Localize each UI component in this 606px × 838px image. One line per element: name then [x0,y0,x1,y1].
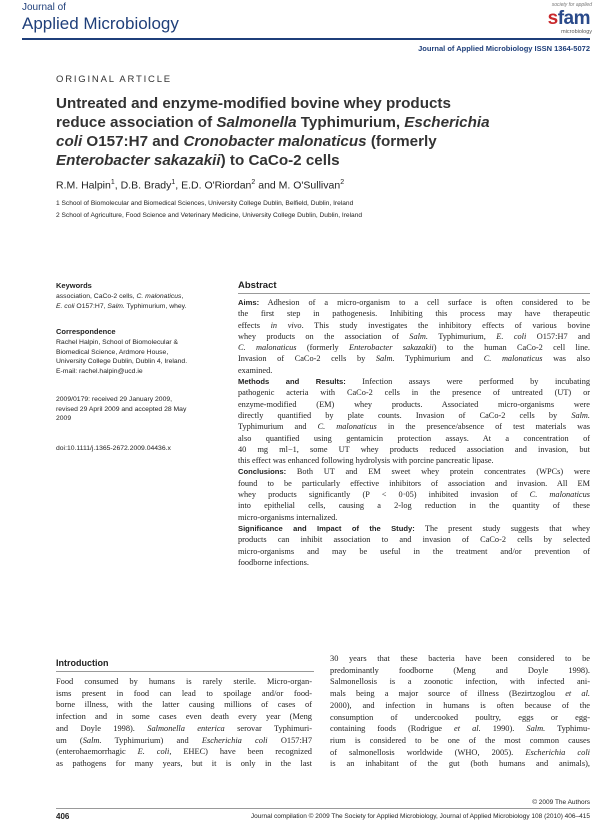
footer-divider [56,808,590,809]
text-line: enzyme-modified (EM) whey products. Associated micro-organisms were [238,399,590,409]
text-line: pathogenic acteria with CaCo-2 cells in the presence of untreated (UT) or [238,388,590,398]
text-line: infection and in some cases even death every year (Meng [56,712,312,722]
keywords-label: Keywords [56,281,92,290]
text-line: Conclusions: Both UT and EM sweet whey protein concentrates (WPCs) were [238,467,590,477]
correspondence-label: Correspondence [56,327,116,336]
article-dates [56,395,236,424]
text-line: micro-organisms and may be useful in the treatment and/or prevention of [238,546,590,556]
text-line: of salmonellosis worldwide (WHO, 2005). Escherichia coli [330,747,590,757]
text-line: 40 mg ml−1, some UT whey products reduced association and invasion, but [238,444,590,454]
abstract-body [238,297,590,568]
title-line: reduce association of Salmonella Typhimurium, Escherichia [56,114,490,131]
text-line: and Doyle 1998). Salmonella enterica serovar Typhimuri- [56,723,312,733]
logo-tagline: society for applied [551,2,592,8]
text-line: micro-organisms internalized. [238,512,338,522]
text-line: into epithelial cells, causing a 2-log reduction in the quantity of these [238,501,590,511]
intro-right-column [330,653,590,770]
sfam-logo [530,2,596,38]
text-line: Food consumed by humans is rarely sterile. Micro-organ- [56,677,312,686]
introduction-heading: Introduction [56,658,109,668]
text-line: Typhimurium and C. malonaticus in the presence/absence of test materials was [238,422,591,432]
text-line: mals being a major source of illness (Bezirtzoglou et al. [330,689,590,699]
text-line: revised 29 April 2009 and accepted 28 May [56,405,187,413]
text-line: Salmonellosis is a zoonotic infection, with infected ani- [330,677,590,687]
article-title [56,94,576,170]
text-line: is an inhabitant of the gut (both humans and animals), [330,759,590,769]
copyright-notice: © 2009 The Authors [532,799,590,806]
text-line: predominantly foodborne (Meng and Doyle 1998). [330,665,590,675]
logo-subtitle: microbiology [561,29,592,35]
text-line: Invasion of CaCo-2 cells by Salm. Typhimurium and C. malonaticus was also [238,354,590,364]
correspondence-text [56,338,236,376]
text-line: E. coli O157:H7, Salm. Typhimurium, whey. [56,302,187,310]
text-line: Significance and Impact of the Study: The present study suggests that whey [238,523,590,533]
title-line: Untreated and enzyme-modified bovine whey products [56,95,451,112]
text-line: (enterohaemorrhagic E. coli, EHEC) have been recognized [56,747,312,757]
text-line: 2009/0179: received 29 January 2009, [56,396,173,403]
header-divider [22,38,590,40]
page-number: 406 [56,812,70,821]
keywords-text [56,292,236,311]
text-line: association, CaCo-2 cells, C. malonaticus, [56,293,184,300]
title-line: coli O157:H7 and Cronobacter malonaticus (formerly [56,133,437,150]
text-line: whey products on the association of Salm. Typhimurium, E. coli O157:H7 and [238,331,590,341]
issn-line: Journal of Applied Microbiology ISSN 1364-5072 [418,44,590,53]
title-line: Enterobacter sakazakii) to CaCo-2 cells [56,152,340,169]
text-line: effects in vivo. This study investigates the inhibitory effects of various bovine [238,320,590,330]
text-line: whey products significantly (P < 0·05) inhibited invasion of C. malonaticus [238,490,590,500]
text-line: University College Dublin, Dublin 4, Ireland. [56,358,188,366]
text-line: um (Salm. Typhimurium) and Escherichia coli O157:H7 [56,735,313,745]
abstract-divider [238,293,590,294]
journal-compilation-notice: Journal compilation © 2009 The Society for Applied Microbiology, Journal of Applied Microbiology 108 (2010) 406–415 [250,813,590,820]
logo-wordmark: sfam [547,8,590,29]
text-line: C. malonaticus (formerly Enterobacter sakazakii) to the human CaCo-2 cell line. [238,343,590,353]
text-line: the first step in pathogenesis. Inhibiting this process may have therapeutic [238,309,590,319]
text-line: 2009 [56,415,72,423]
text-line: products can inhibit association to and invasion of CaCo-2 cells by selected [238,535,590,545]
text-line: this effect was enhanced following hydrolysis with porcine pancreatic lipase. [238,456,494,466]
text-line: Aims: Adhesion of a micro-organism to a cell surface is often considered to be [238,298,590,307]
text-line: Rachel Halpin, School of Biomolecular & [56,339,179,346]
text-line: found to be particularly effective inhibitors of association and invasion. All EM [238,478,590,488]
doi[interactable]: doi:10.1111/j.1365-2672.2009.04436.x [56,445,171,452]
text-line: containing foods (Rodrigue et al. 1990). Salm. Typhimu- [330,724,591,734]
text-line: rium is considered to be one of the most common causes [330,735,590,745]
text-line: 2000), and infection in humans is often because of the [330,700,590,710]
introduction-divider [56,671,314,672]
text-line: 30 years that these bacteria have been considered to be [330,654,590,663]
text-line: foodborne infections. [238,557,309,567]
journal-name-small: Journal of [22,2,66,13]
text-line: also quantified using gentamicin protection assays. At a concentration of [238,433,590,443]
text-line: consumption of undercooked poultry, eggs or egg- [330,712,590,722]
text-line: Methods and Results: Infection assays were performed by incubating [238,377,590,387]
text-line: Biomedical Science, Ardmore House, [56,348,169,356]
article-type: ORIGINAL ARTICLE [56,74,172,85]
text-line: borne illness, with the latter causing millions of cases of [56,700,312,710]
intro-left-column [56,676,312,770]
abstract-heading: Abstract [238,280,277,291]
text-line: isms present in food can lead to spoilage and/or food- [56,688,312,698]
journal-name: Applied Microbiology [22,14,179,33]
text-line: as pathogens for many years, but it is only in the last [56,758,312,768]
text-line: examined. [238,365,273,375]
text-line: E-mail: rachel.halpin@ucd.ie [56,367,143,375]
affiliation-1: 1 School of Biomolecular and Biomedical Sciences, University College Dublin, Belfield, Dublin, Ireland [56,200,354,207]
text-line: directly quantified by plate counts. Invasion of CaCo-2 cells by Salm. [238,410,590,420]
author-list: R.M. Halpin$^1$, D.B. Brady$^1$, E.D. O'Riordan$^2$ and M. O'Sullivan$^2$ [56,179,345,192]
affiliation-2: 2 School of Agriculture, Food Science and Veterinary Medicine, University College Dublin, Dublin, Ireland [56,212,363,219]
